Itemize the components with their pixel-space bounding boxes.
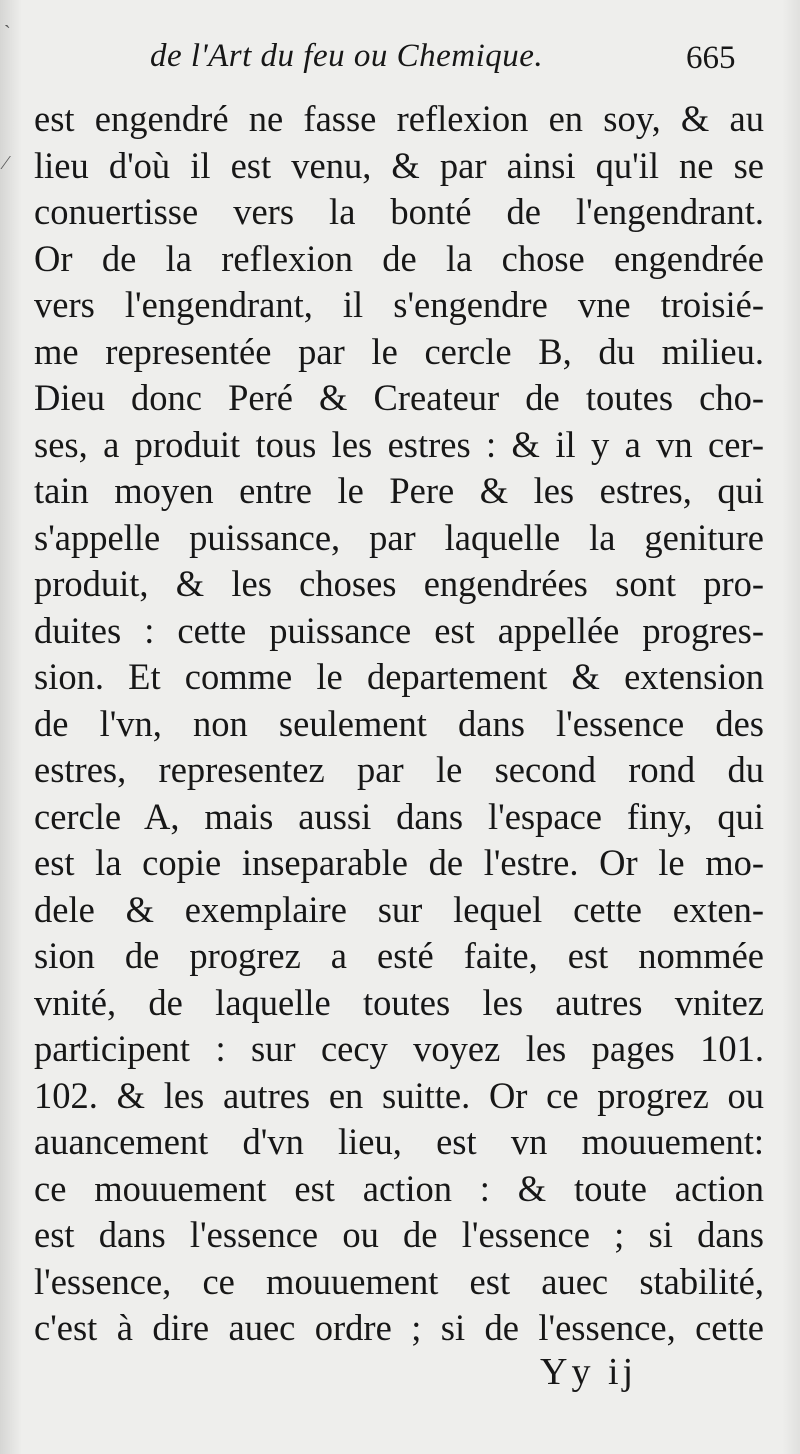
text-line: dele & exemplaire sur lequel cette exten- bbox=[34, 888, 764, 930]
signature-mark: Yy ij bbox=[540, 1351, 638, 1393]
page-number: 665 bbox=[686, 40, 736, 76]
text-line: vers l'engendrant, il s'engendre vne troisié- bbox=[34, 284, 764, 325]
text-line: me representée par le cercle B, du milieu. bbox=[34, 330, 764, 372]
text-line: est la copie inseparable de l'estre. Or le mo- bbox=[34, 842, 764, 883]
text-line: duites : cette puissance est appellée progres- bbox=[34, 609, 764, 651]
text-line: Dieu donc Peré & Createur de toutes cho- bbox=[34, 377, 764, 418]
text-line: sion de progrez a esté faite, est nommée bbox=[34, 935, 764, 976]
text-line: produit, & les choses engendrées sont pro- bbox=[34, 563, 764, 604]
body-text bbox=[34, 96, 764, 1352]
text-line: est dans l'essence ou de l'essence ; si dans bbox=[34, 1214, 764, 1255]
text-line: lieu d'où il est venu, & par ainsi qu'il ne se bbox=[34, 144, 764, 186]
text-line: conuertisse vers la bonté de l'engendrant. bbox=[34, 191, 764, 232]
text-line: est engendré ne fasse reflexion en soy, & au bbox=[34, 98, 764, 139]
text-line: de l'vn, non seulement dans l'essence des bbox=[34, 702, 764, 744]
text-line: vnité, de laquelle toutes les autres vnitez bbox=[34, 981, 764, 1023]
text-line: Or de la reflexion de la chose engendrée bbox=[34, 237, 764, 279]
text-line: ce mouuement est action : & toute action bbox=[34, 1167, 764, 1209]
margin-mark: ⁄ bbox=[4, 152, 8, 174]
text-line: auancement d'vn lieu, est vn mouuement: bbox=[34, 1121, 764, 1162]
text-line: participent : sur cecy voyez les pages 101. bbox=[34, 1028, 764, 1069]
text-line: tain moyen entre le Pere & les estres, qui bbox=[34, 470, 764, 511]
text-line: estres, representez par le second rond du bbox=[34, 749, 764, 790]
text-line: 102. & les autres en suitte. Or ce progrez ou bbox=[34, 1074, 764, 1116]
text-line: c'est à dire auec ordre ; si de l'essence, cette bbox=[34, 1307, 764, 1348]
text-line: l'essence, ce mouuement est auec stabilité, bbox=[34, 1260, 764, 1302]
text-line: sion. Et comme le departement & extension bbox=[34, 656, 764, 697]
text-line: cercle A, mais aussi dans l'espace finy, qui bbox=[34, 795, 764, 837]
text-line: ses, a produit tous les estres : & il y a vn cer- bbox=[34, 423, 764, 465]
margin-mark: ˋ bbox=[4, 22, 11, 44]
text-line: s'appelle puissance, par laquelle la geniture bbox=[34, 516, 764, 558]
running-title: de l'Art du feu ou Chemique. bbox=[150, 38, 544, 74]
